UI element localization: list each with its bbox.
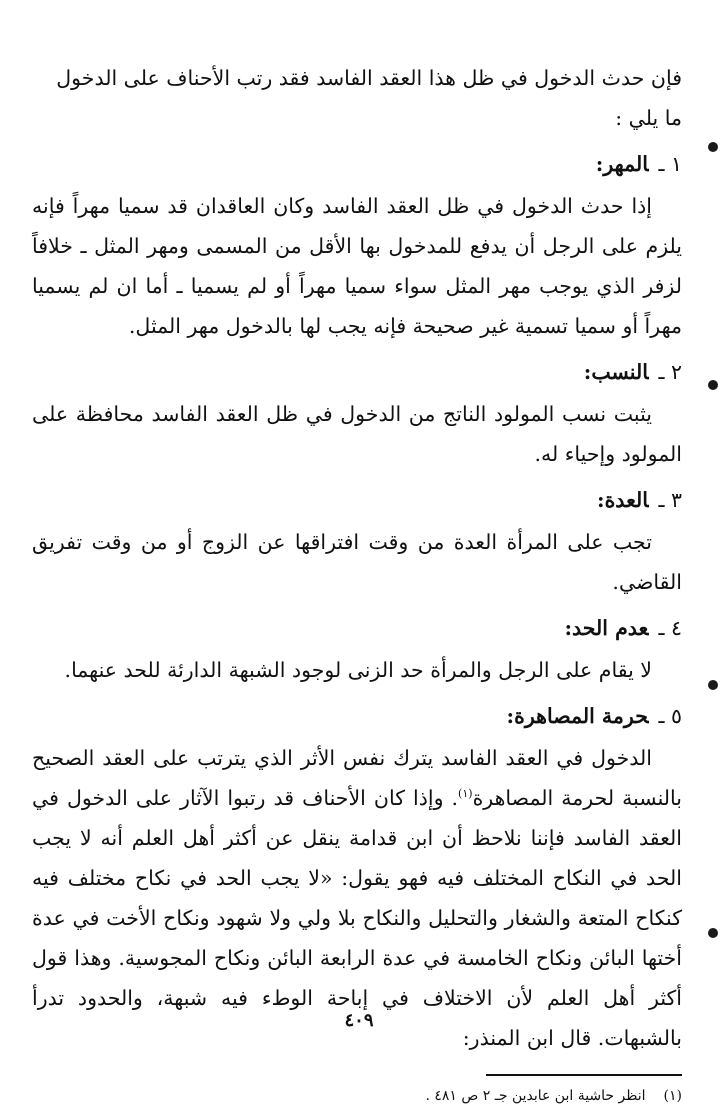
footnote-divider	[486, 1074, 682, 1076]
intro-line-2: ما يلي :	[615, 106, 682, 130]
footnote-text: انظر حاشية ابن عابدين جـ ٢ ص ٤٨١ .	[425, 1087, 646, 1104]
musahara-text-part-2: . وإذا كان الأحناف قد رتبوا الآثار على الدخول في العقد الفاسد فإننا نلاحظ أن ابن قدامة ينقل عن أكثر أهل العلم أنه لا يجب الحد في النكاح المختلف فيه فهو يقول: «لا يجب الحد في نكاح مختلف فيه كنكاح المتعة والشغار والتحليل والنكاح بلا ولي ولا شهود ونكاح الأخت في عدة أختها البائن ونكاح الخامسة في عدة الرابعة البائن ونكاح المجوسية. وهذا قول أكثر أهل العلم لأن الاختلاف في إباحة الوطء فيه شبهة، والحدود تدرأ بالشبهات. قال ابن المنذر:	[32, 786, 682, 1050]
section-title: النسب:	[583, 360, 649, 384]
footnote-number: (١)	[663, 1087, 682, 1104]
section-number: ٢ ـ	[658, 360, 682, 384]
footnote-reference[interactable]: (١)	[458, 787, 473, 801]
section-title: حرمة المصاهرة:	[506, 704, 649, 728]
section-heading-iddah	[32, 480, 682, 520]
intro-paragraph	[32, 58, 682, 138]
scan-dot-mark	[708, 380, 718, 390]
section-text-iddah: تجب على المرأة العدة من وقت افتراقها عن الزوج أو من وقت تفريق القاضي.	[32, 530, 682, 594]
section-number: ٥ ـ	[658, 704, 682, 728]
section-heading-mahr	[32, 144, 682, 184]
page-body	[32, 58, 682, 1108]
section-title: العدة:	[597, 488, 649, 512]
footnote	[32, 1084, 682, 1108]
section-number: ٣ ـ	[658, 488, 682, 512]
section-number: ١ ـ	[658, 152, 682, 176]
musahara-text-part-1: الدخول في العقد الفاسد يترك نفس الأثر الذي يترتب على العقد الصحيح بالنسبة لحرمة المصاهرة	[32, 746, 682, 810]
intro-line-1: فإن حدث الدخول في ظل هذا العقد الفاسد فقد رتب الأحناف على الدخول	[56, 66, 682, 90]
section-text-nasab: يثبت نسب المولود الناتج من الدخول في ظل العقد الفاسد محافظة على المولود وإحياء له.	[32, 402, 682, 466]
section-heading-musahara	[32, 696, 682, 736]
section-text-mahr: إذا حدث الدخول في ظل العقد الفاسد وكان العاقدان قد سميا مهراً فإنه يلزم على الرجل أن يدفع للمدخول بها الأقل من المسمى ومهر المثل ـ خلافاً لزفر الذي يوجب مهر المثل سواء سميا مهراً أو لم يسميا ـ أما ان لم يسميا مهراً أو سميا تسمية غير صحيحة فإنه يجب لها بالدخول مهر المثل.	[32, 194, 682, 338]
scan-dot-mark	[708, 928, 718, 938]
section-heading-no-hadd	[32, 608, 682, 648]
page-number: ٤٠٩	[344, 1010, 374, 1031]
section-title: المهر:	[595, 152, 649, 176]
section-title: عدم الحد:	[564, 616, 649, 640]
section-heading-nasab	[32, 352, 682, 392]
section-number: ٤ ـ	[658, 616, 682, 640]
scan-dot-mark	[708, 680, 718, 690]
section-text-no-hadd: لا يقام على الرجل والمرأة حد الزنى لوجود الشبهة الدارئة للحد عنهما.	[64, 658, 652, 682]
scan-dot-mark	[708, 142, 718, 152]
